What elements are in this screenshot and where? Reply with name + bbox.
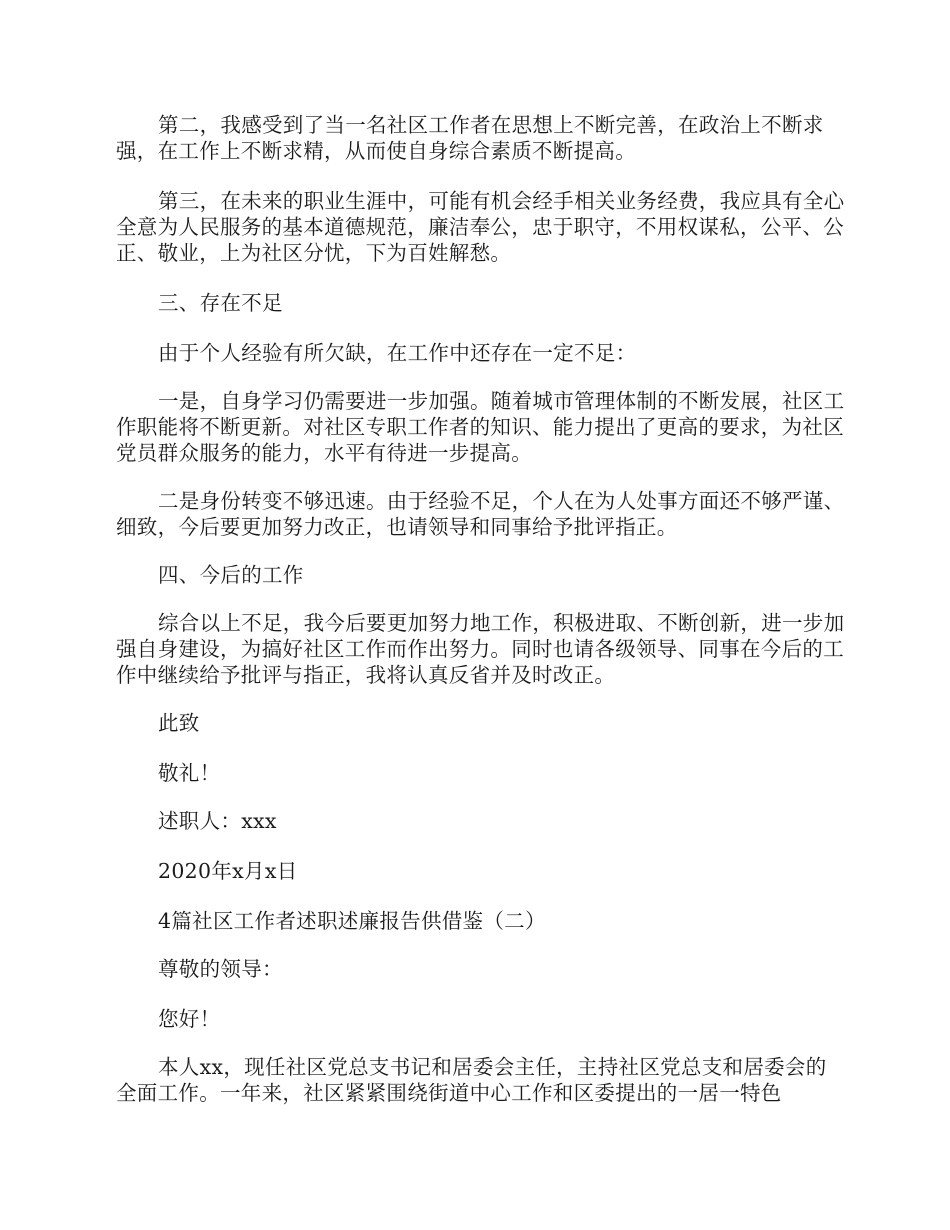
paragraph-future-work: 综合以上不足，我今后要更加努力地工作，积极进取、不断创新，进一步加强自身建设，为搞好社区工作而作出努力。同时也请各级领导、同事在今后的工作中继续给予批评与指正，我将认真反省并及时改正。: [116, 611, 845, 687]
paragraph-shortcoming-two: 二是身份转变不够迅速。由于经验不足，个人在为人处事方面还不够严谨、细致，今后要更加努力改正，也请领导和同事给予批评指正。: [116, 489, 845, 539]
paragraph-self-introduction: 本人xx，现任社区党总支书记和居委会主任，主持社区党总支和居委会的全面工作。一年来，社区紧紧围绕街道中心工作和区委提出的一居一特色: [116, 1055, 827, 1105]
report-date: 2020年x月x日: [158, 859, 298, 883]
closing-regards: 敬礼！: [158, 761, 221, 785]
paragraph-shortcoming-one: 一是，自身学习仍需要进一步加强。随着城市管理体制的不断发展，社区工作职能将不断更新。对社区专职工作者的知识、能力提出了更高的要求，为社区党员群众服务的能力，水平有待进一步提高。: [116, 389, 845, 465]
greeting-hello: 您好！: [158, 1007, 221, 1031]
greeting-leaders: 尊敬的领导：: [158, 957, 283, 981]
paragraph-third-point: 第三，在未来的职业生涯中，可能有机会经手相关业务经费，我应具有全心全意为人民服务的基本道德规范，廉洁奉公，忠于职守，不用权谋私，公平、公正、敬业，上为社区分忧，下为百姓解愁。: [116, 189, 845, 265]
closing-salutation: 此致: [158, 711, 200, 735]
section-heading-shortcomings: 三、存在不足: [158, 291, 283, 315]
reporter-signature: 述职人：xxx: [158, 809, 277, 833]
section-heading-future-work: 四、今后的工作: [158, 563, 304, 587]
paragraph-shortcomings-intro: 由于个人经验有所欠缺，在工作中还存在一定不足：: [158, 341, 637, 365]
report-title-two: 4篇社区工作者述职述廉报告供借鉴（二）: [158, 909, 546, 933]
paragraph-second-point: 第二，我感受到了当一名社区工作者在思想上不断完善，在政治上不断求强，在工作上不断求精，从而使自身综合素质不断提高。: [116, 113, 824, 163]
